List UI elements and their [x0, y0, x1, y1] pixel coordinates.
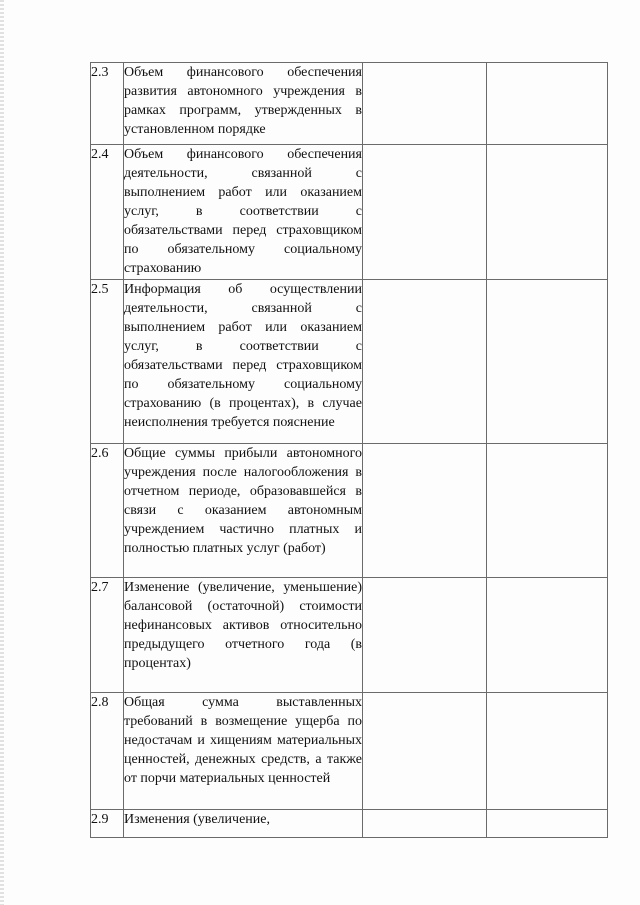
row-indicator-text: Изменение (увеличение, уменьшение) балансовой (остаточной) стоимости нефинансовых активов относительно предыдущего отчетного года (в процентах) — [124, 578, 363, 693]
row-number: 2.4 — [91, 145, 124, 280]
row-number: 2.8 — [91, 693, 124, 810]
row-indicator-text: Объем финансового обеспечения деятельности, связанной с выполнением работ или оказанием услуг, в соответствии с обязательствами перед страховщиком по обязательному социальному страхованию — [124, 145, 363, 280]
value-cell — [487, 280, 608, 444]
value-cell — [363, 693, 487, 810]
value-cell — [363, 444, 487, 578]
value-cell — [363, 145, 487, 280]
scan-edge — [0, 0, 4, 905]
table-row — [91, 810, 608, 838]
row-indicator-text: Объем финансового обеспечения развития автономного учреждения в рамках программ, утвержденных в установленном порядке — [124, 63, 363, 145]
report-table — [90, 62, 608, 838]
table-row — [91, 444, 608, 578]
value-cell — [487, 693, 608, 810]
row-number: 2.3 — [91, 63, 124, 145]
table-row — [91, 693, 608, 810]
value-cell — [363, 280, 487, 444]
value-cell — [363, 63, 487, 145]
value-cell — [487, 63, 608, 145]
row-number: 2.9 — [91, 810, 124, 838]
value-cell — [363, 810, 487, 838]
row-number: 2.7 — [91, 578, 124, 693]
row-indicator-text: Общая сумма выставленных требований в возмещение ущерба по недостачам и хищениям материальных ценностей, денежных средств, а также от порчи материальных ценностей — [124, 693, 363, 810]
row-indicator-text: Информация об осуществлении деятельности, связанной с выполнением работ или оказанием услуг, в соответствии с обязательствами перед страховщиком по обязательному социальному страхованию (в процентах), в случае неисполнения требуется пояснение — [124, 280, 363, 444]
table-row — [91, 63, 608, 145]
table-row — [91, 578, 608, 693]
value-cell — [363, 578, 487, 693]
row-number: 2.5 — [91, 280, 124, 444]
row-number: 2.6 — [91, 444, 124, 578]
table-row — [91, 145, 608, 280]
value-cell — [487, 145, 608, 280]
value-cell — [487, 810, 608, 838]
table-row — [91, 280, 608, 444]
value-cell — [487, 444, 608, 578]
row-indicator-text: Изменения (увеличение, — [124, 810, 363, 838]
value-cell — [487, 578, 608, 693]
row-indicator-text: Общие суммы прибыли автономного учреждения после налогообложения в отчетном периоде, образовавшейся в связи с оказанием автономным учреждением частично платных и полностью платных услуг (работ) — [124, 444, 363, 578]
